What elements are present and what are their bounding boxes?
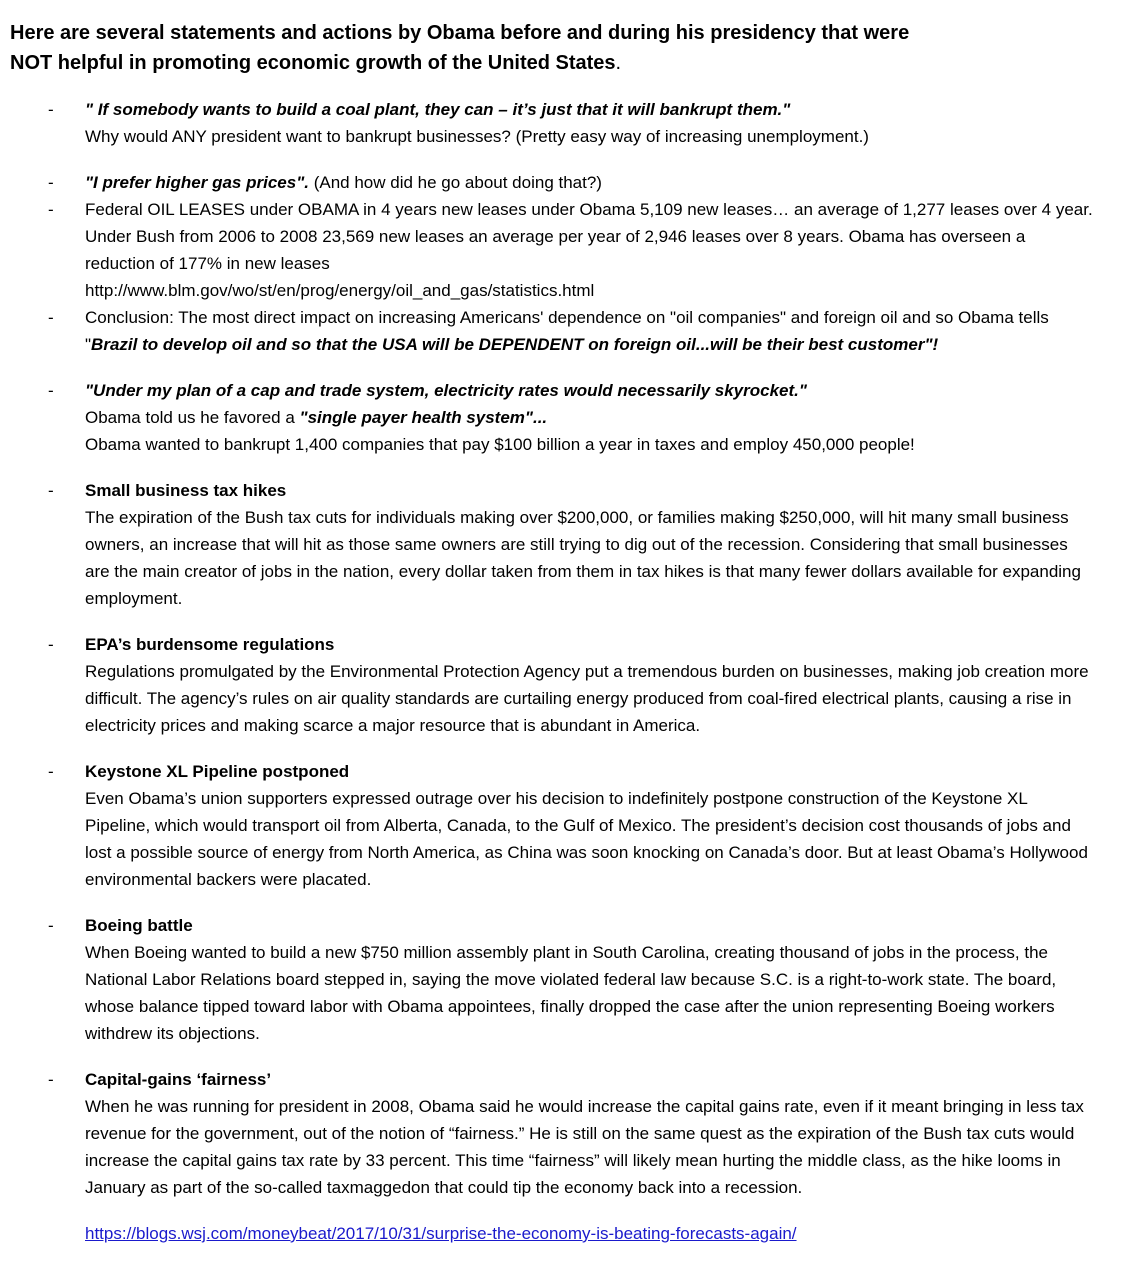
text-run: Even Obama’s union supporters expressed outrage over his decision to indefinitely postpone construction of the Keystone XL Pipeline, which would transport oil from Alberta, Canada, to the Gulf of Mexico. The president’s decision cost thousands of jobs and lost a possible source of energy from North America, as China was soon knocking on Canada’s door. But at least Obama’s Hollywood environmental backers were placated. <box>85 789 1088 889</box>
group-source-link <box>10 1220 1094 1247</box>
heading-small-business-tax-hikes <box>10 477 1094 504</box>
heading-keystone-pipeline <box>10 758 1094 785</box>
quote-gas-prices <box>10 169 1094 196</box>
group-keystone-pipeline <box>10 758 1094 893</box>
bullet-dash: - <box>48 762 54 781</box>
bullet-dash: - <box>48 200 54 219</box>
text-run: Small business tax hikes <box>85 481 287 500</box>
group-cap-and-trade <box>10 377 1094 458</box>
heading-boeing-battle <box>10 912 1094 939</box>
heading-capital-gains-fairness <box>10 1066 1094 1093</box>
para-epa-regulations <box>10 658 1094 739</box>
text-blm-url <box>10 277 1094 304</box>
text-run: Conclusion: The most direct impact on increasing Americans' dependence on "oil companies" and foreign oil and so Obama tells " <box>85 308 1049 354</box>
group-epa-regulations <box>10 631 1094 739</box>
text-run: (And how did he go about doing that?) <box>313 173 602 192</box>
text-run: " If somebody wants to build a coal plant, they can – it’s just that it will bankrupt them." <box>85 100 791 119</box>
para-boeing-battle <box>10 939 1094 1047</box>
text-run: When he was running for president in 2008, Obama said he would increase the capital gains rate, even if it meant bringing in less tax revenue for the government, out of the notion of “fairness.” He is still on the same quest as the expiration of the Bush tax cuts would increase the capital gains tax rate by 33 percent. This time “fairness” will likely mean hurting the middle class, as the hike looms in January as part of the so-called taxmaggedon that could tip the economy back into a recession. <box>85 1097 1084 1197</box>
quote-coal-plant <box>10 96 1094 123</box>
text-run: Federal OIL LEASES under OBAMA in 4 years new leases under Obama 5,109 new leases… an average of 1,277 leases over 4 year. Under Bush from 2006 to 2008 23,569 new leases an average per year of 2,946 leases over 8 years. Obama has overseen a reduction of 177% in new leases <box>85 200 1093 273</box>
text-run: EPA’s burdensome regulations <box>85 635 335 654</box>
bullet-dash: - <box>48 173 54 192</box>
text-run: The expiration of the Bush tax cuts for individuals making over $200,000, or families making $250,000, will hit many small business owners, an increase that will hit as those same owners are still trying to dig out of the recession. Considering that small businesses are the main creator of jobs in the nation, every dollar taken from them in tax hikes is that many fewer dollars available for expanding employment. <box>85 508 1081 608</box>
text-run: Keystone XL Pipeline postponed <box>85 762 350 781</box>
comment-bankrupt-companies <box>10 431 1094 458</box>
title-period: . <box>615 52 622 74</box>
heading-epa-regulations <box>10 631 1094 658</box>
document-title <box>10 18 1094 78</box>
text-run: Brazil to develop oil and so that the USA will be DEPENDENT on foreign oil...will be their best customer"! <box>91 335 939 354</box>
text-run: "single payer health system"... <box>299 408 548 427</box>
bullet-dash: - <box>48 100 54 119</box>
text-run: Capital-gains ‘fairness’ <box>85 1070 272 1089</box>
bullet-dash: - <box>48 916 54 935</box>
para-capital-gains-fairness <box>10 1093 1094 1201</box>
para-small-business-tax-hikes <box>10 504 1094 612</box>
bullet-dash: - <box>48 308 54 327</box>
text-run: Boeing battle <box>85 916 193 935</box>
title-line: NOT helpful in promoting economic growth of the United States <box>10 52 616 74</box>
bullet-dash: - <box>48 481 54 500</box>
group-coal-plant <box>10 96 1094 150</box>
comment-single-payer <box>10 404 1094 431</box>
group-small-business-tax-hikes <box>10 477 1094 612</box>
group-oil-and-gas <box>10 169 1094 358</box>
bullet-dash: - <box>48 381 54 400</box>
comment-coal-plant <box>10 123 1094 150</box>
item-oil-leases <box>10 196 1094 277</box>
item-conclusion <box>10 304 1094 358</box>
text-run: "I prefer higher gas prices". <box>85 173 314 192</box>
para-keystone-pipeline <box>10 785 1094 893</box>
text-run: When Boeing wanted to build a new $750 million assembly plant in South Carolina, creating thousand of jobs in the process, the National Labor Relations board stepped in, saying the move violated federal law because S.C. is a right-to-work state. The board, whose balance tipped toward labor with Obama appointees, finally dropped the case after the union representing Boeing workers withdrew its objections. <box>85 943 1057 1043</box>
text-run: Obama told us he favored a <box>85 408 300 427</box>
document-body <box>10 96 1094 1247</box>
group-boeing-battle <box>10 912 1094 1047</box>
bullet-dash: - <box>48 1070 54 1089</box>
wsj-article-link[interactable]: https://blogs.wsj.com/moneybeat/2017/10/31/surprise-the-economy-is-beating-forecasts-again/ <box>85 1224 797 1243</box>
text-run: Why would ANY president want to bankrupt businesses? (Pretty easy way of increasing unemployment.) <box>85 127 869 146</box>
text-run: "Under my plan of a cap and trade system, electricity rates would necessarily skyrocket." <box>85 381 807 400</box>
text-run: Obama wanted to bankrupt 1,400 companies that pay $100 billion a year in taxes and employ 450,000 people! <box>85 435 915 454</box>
text-run: http://www.blm.gov/wo/st/en/prog/energy/oil_and_gas/statistics.html <box>85 281 595 300</box>
group-capital-gains-fairness <box>10 1066 1094 1201</box>
title-line: Here are several statements and actions by Obama before and during his presidency that were <box>10 22 910 44</box>
bullet-dash: - <box>48 635 54 654</box>
quote-cap-and-trade <box>10 377 1094 404</box>
wsj-article-link <box>10 1220 1094 1247</box>
text-run: Regulations promulgated by the Environmental Protection Agency put a tremendous burden on businesses, making job creation more difficult. The agency’s rules on air quality standards are curtailing energy produced from coal-fired electrical plants, causing a rise in electricity prices and making scarce a major resource that is abundant in America. <box>85 662 1089 735</box>
